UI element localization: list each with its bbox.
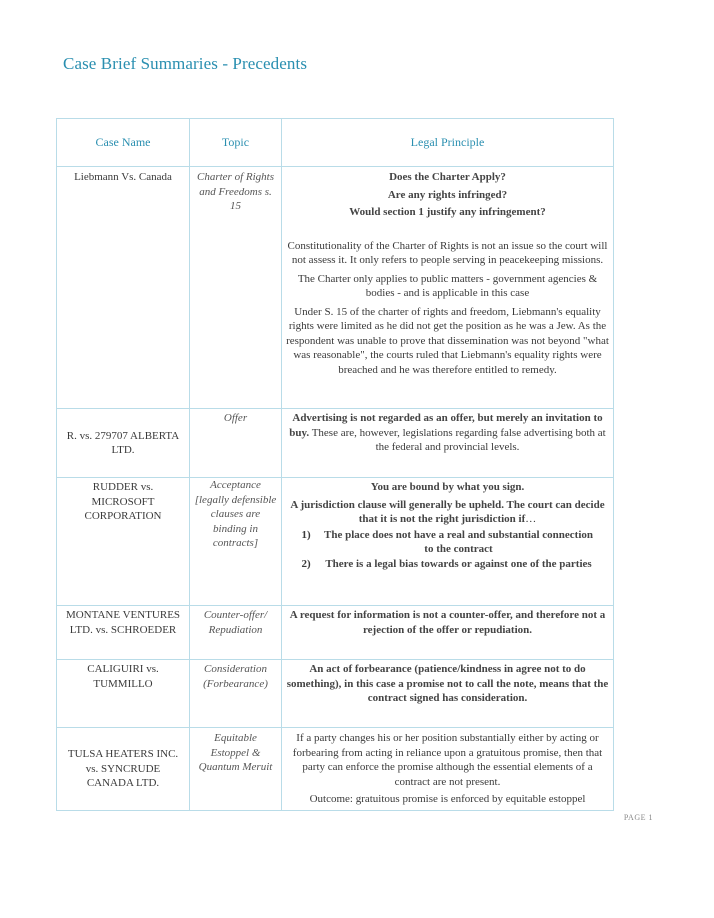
- topic-cell: [190, 606, 282, 660]
- principle-question: Does the Charter Apply?: [389, 171, 506, 183]
- principle-line: [286, 498, 609, 527]
- principle-cell: [282, 660, 614, 728]
- principle-cell: [282, 606, 614, 660]
- table-row: [57, 167, 614, 409]
- topic-cell: [190, 728, 282, 811]
- list-number: 1): [301, 528, 311, 541]
- case-name: TULSA HEATERS INC. vs. SYNCRUDE CANADA LTD.: [67, 748, 179, 790]
- table-row: [57, 606, 614, 660]
- principle-question: Are any rights infringed?: [387, 188, 508, 201]
- principle-paragraph: If a party changes his or her position substantially either by acting or forbearing from acting in reliance upon a gratuitous promise, then that party can enforce the promise although the essential elements of a contract are not present.: [292, 732, 603, 788]
- list-item: [286, 528, 609, 557]
- topic: Consideration (Forbearance): [203, 663, 268, 690]
- header-legal-principle: Legal Principle: [282, 119, 614, 167]
- principle-paragraph: The Charter only applies to public matters - government agencies & bodies - and is applicable in this case: [297, 272, 598, 299]
- principle-paragraph: Under S. 15 of the charter of rights and freedom, Liebmann's equality rights were limited as he did not get the position as he was a Jew. As the respondent was unable to prove that dissemination was not beyond "what was reasonable", the courts ruled that Liebmann's equality rights were breached and he was therefore entitled to remedy.: [286, 305, 609, 376]
- page-number: PAGE 1: [623, 813, 653, 822]
- principle-lead: Advertising is not regarded as an offer, but merely an invitation to buy.: [289, 412, 603, 439]
- principle-cell: [282, 409, 614, 478]
- case-brief-table: [56, 118, 614, 811]
- list-text: The place does not have a real and substantial connection to the contract: [323, 528, 594, 555]
- table-row: [57, 728, 614, 811]
- topic-cell: [190, 409, 282, 478]
- principle-outcome: Outcome: gratuitous promise is enforced by equitable estoppel: [309, 793, 586, 805]
- list-text: There is a legal bias towards or against one of the parties: [325, 557, 592, 570]
- topic: Equitable Estoppel & Quantum Meruit: [198, 732, 273, 773]
- list-item: [286, 557, 609, 572]
- topic-cell: [190, 660, 282, 728]
- case-name-cell: [57, 728, 190, 811]
- table-row: [57, 478, 614, 606]
- principle-rest: These are, however, legislations regarding false advertising both at the federal and provincial levels.: [309, 426, 606, 453]
- case-name: CALIGUIRI vs. TUMMILLO: [87, 663, 159, 690]
- case-name-cell: [57, 167, 190, 409]
- principle-paragraph: A request for information is not a counter-offer, and therefore not a rejection of the offer or repudiation.: [289, 609, 606, 636]
- header-topic: Topic: [190, 119, 282, 167]
- topic: Counter-offer/ Repudiation: [203, 609, 268, 636]
- page-title: Case Brief Summaries - Precedents: [63, 54, 308, 73]
- principle-cell: [282, 478, 614, 606]
- case-name: RUDDER vs. MICROSOFT CORPORATION: [84, 481, 162, 522]
- principle-paragraph: [286, 411, 609, 455]
- case-name: R. vs. 279707 ALBERTA LTD.: [66, 429, 180, 456]
- topic: Offer: [223, 412, 248, 424]
- topic-cell: [190, 167, 282, 409]
- case-name-cell: [57, 478, 190, 606]
- principle-cell: [282, 167, 614, 409]
- header-case-name: Case Name: [57, 119, 190, 167]
- case-name-cell: [57, 409, 190, 478]
- principle-paragraph: Constitutionality of the Charter of Rights is not an issue so the court will not assess it. It only refers to people serving in peacekeeping missions.: [287, 239, 608, 266]
- principle-line: You are bound by what you sign.: [370, 481, 525, 493]
- table-header-row: [57, 119, 614, 167]
- principle-paragraph: An act of forbearance (patience/kindness in agree not to do something), in this case a promise not to call the note, means that the contract signed has consideration.: [286, 663, 609, 704]
- topic: Acceptance [legally defensible clauses are binding in contracts]: [194, 479, 277, 549]
- principle-cell: [282, 728, 614, 811]
- table-row: [57, 409, 614, 478]
- table-row: [57, 660, 614, 728]
- case-name-cell: [57, 606, 190, 660]
- principle-question: Would section 1 justify any infringement?: [349, 206, 546, 218]
- topic: Charter of Rights and Freedoms s. 15: [196, 171, 274, 212]
- topic-cell: [190, 478, 282, 606]
- list-number: 2): [301, 557, 311, 570]
- principle-line-bold: A jurisdiction clause will generally be upheld. The court can decide that it is not the right jurisdiction if: [290, 498, 605, 525]
- case-name: MONTANE VENTURES LTD. vs. SCHROEDER: [65, 609, 181, 636]
- principle-line-tail: …: [525, 513, 537, 525]
- case-name: Liebmann Vs. Canada: [74, 171, 172, 183]
- case-name-cell: [57, 660, 190, 728]
